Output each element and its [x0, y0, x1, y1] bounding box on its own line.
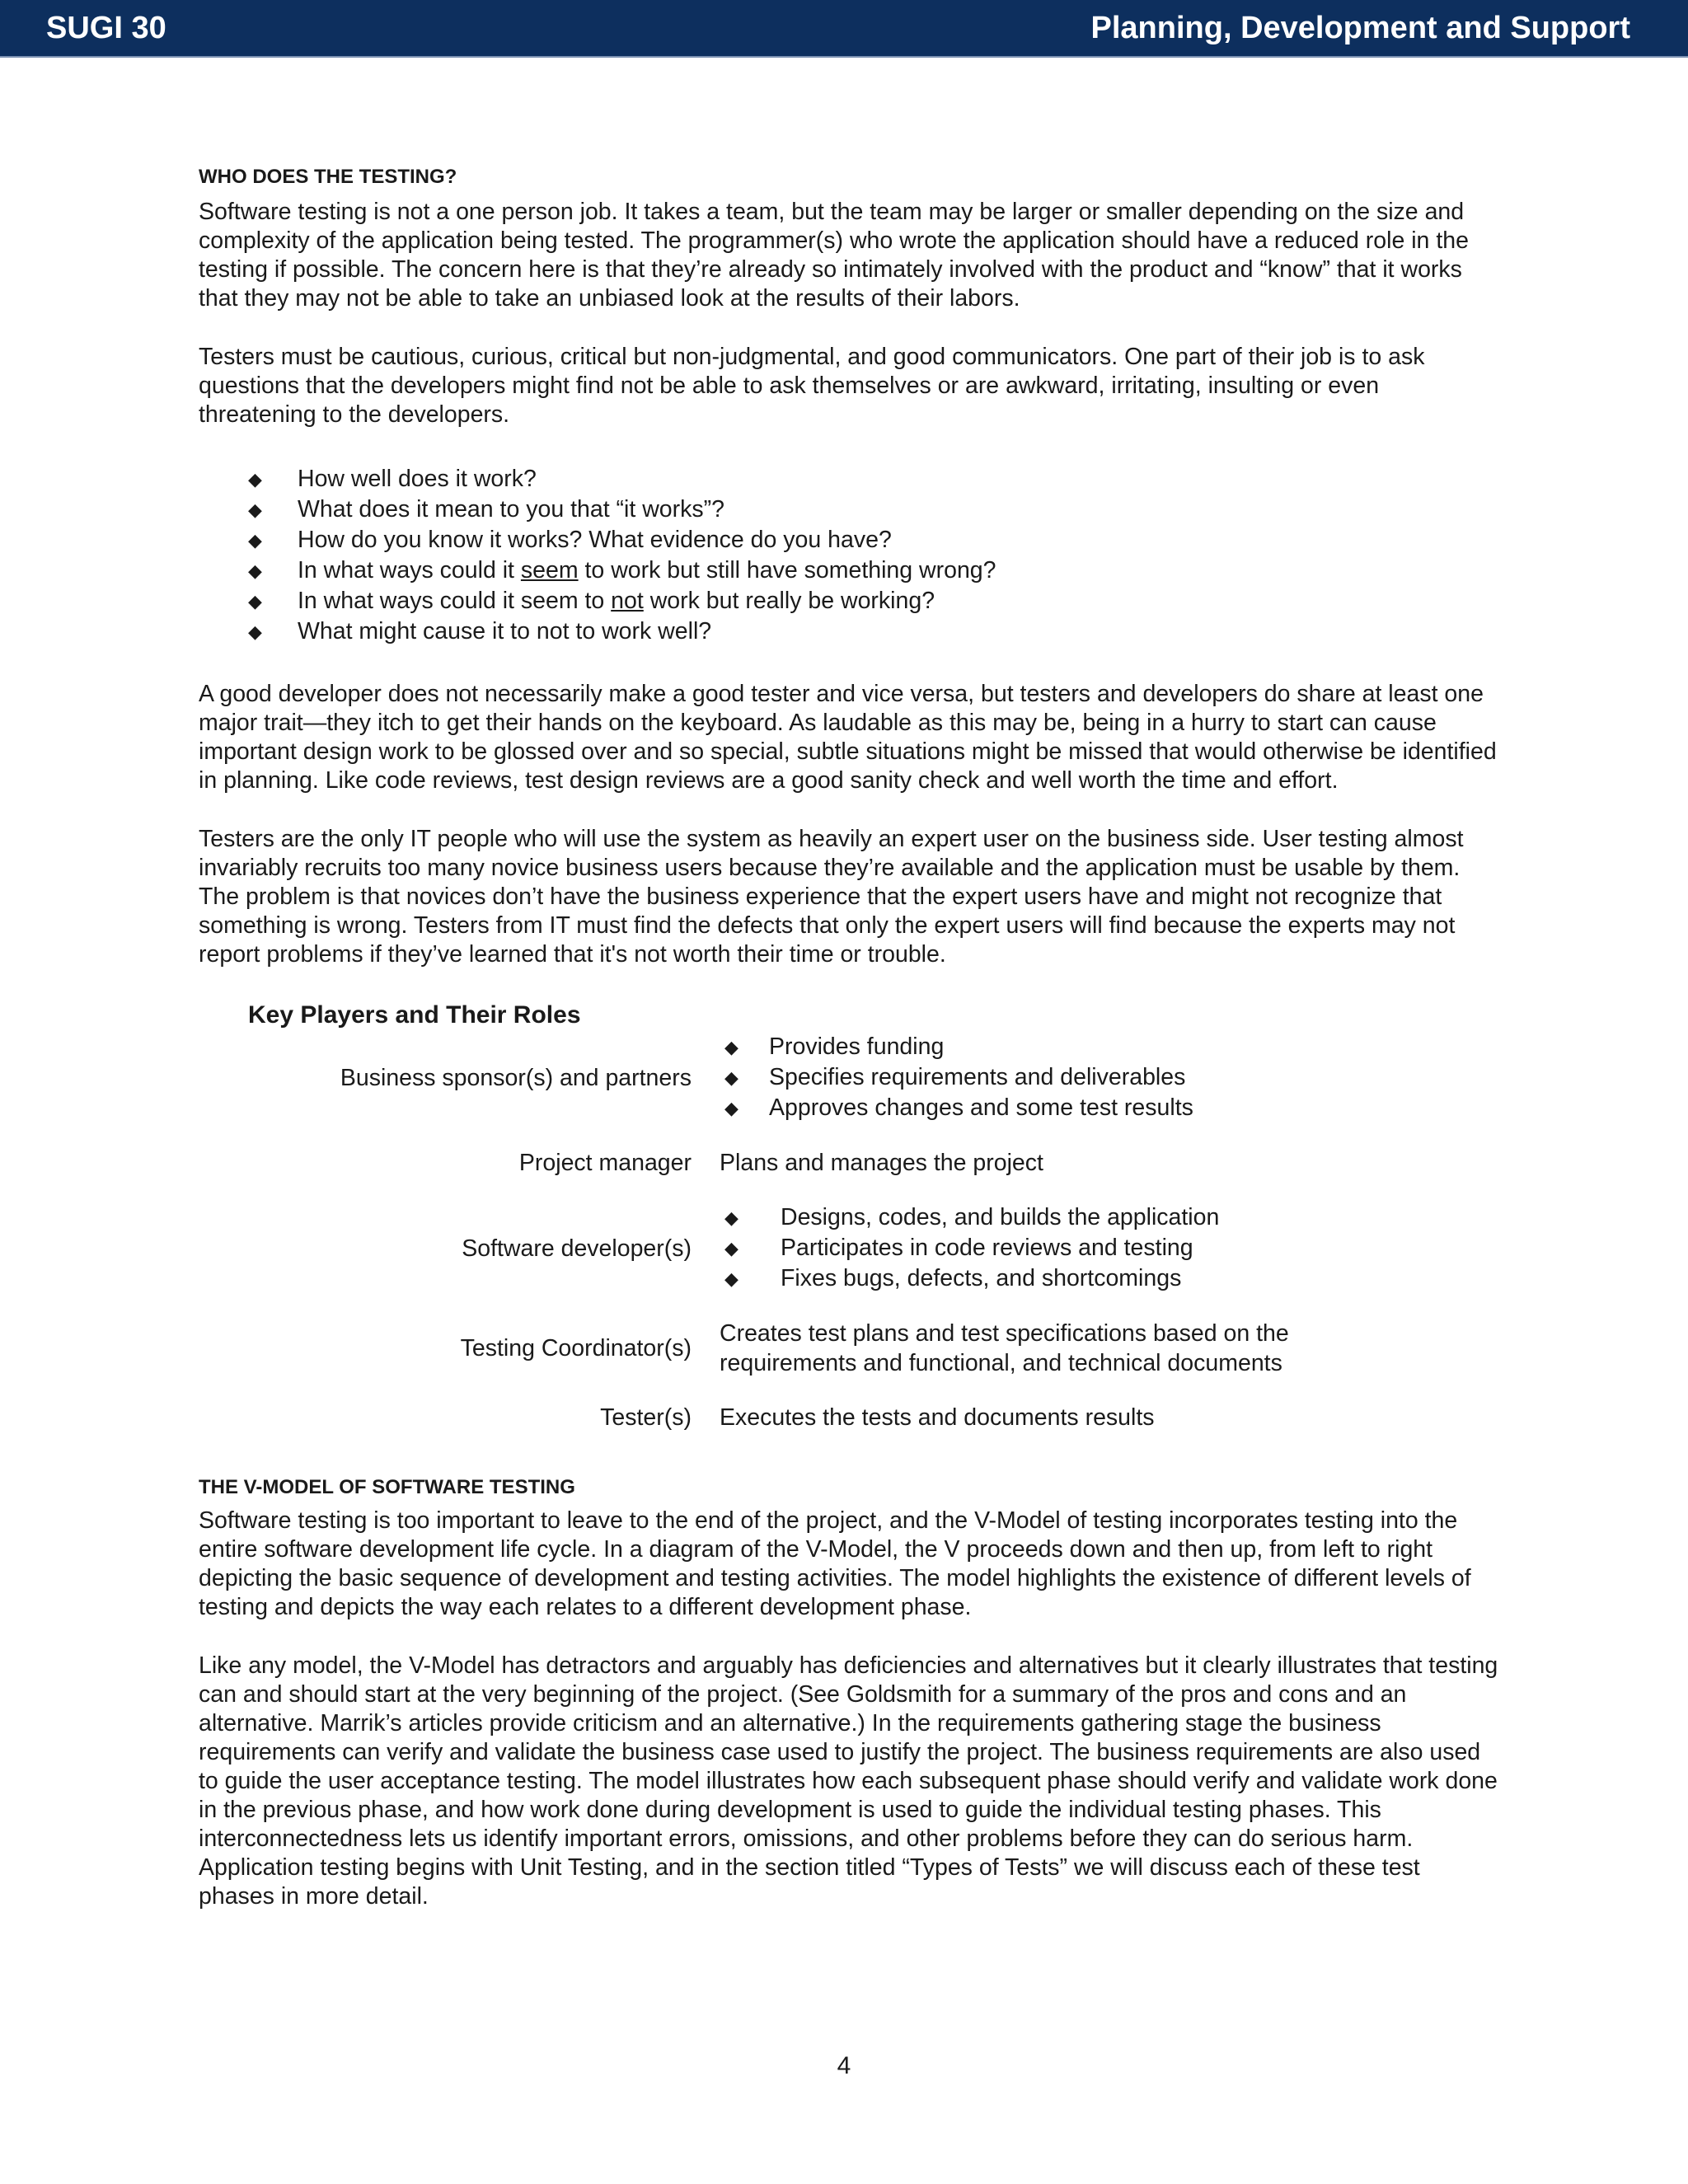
role-name: Software developer(s) — [462, 1235, 692, 1262]
diamond-bullet-icon: ◆ — [724, 1268, 738, 1289]
role-duties — [720, 1032, 1379, 1123]
list-item: ◆ What might cause it to not to work well? — [199, 616, 1501, 647]
section-heading-who-tests: WHO DOES THE TESTING? — [199, 166, 457, 188]
section-heading-v-model: THE V-MODEL OF SOFTWARE TESTING — [199, 1476, 575, 1498]
roles-table — [199, 1032, 1379, 1432]
diamond-bullet-icon: ◆ — [248, 560, 262, 581]
role-name: Business sponsor(s) and partners — [340, 1064, 692, 1091]
role-description: Executes the tests and documents results — [720, 1404, 1155, 1431]
page-content — [199, 165, 1501, 1946]
list-item: ◆ In what ways could it seem to work but still have something wrong? — [199, 555, 1501, 586]
table-row — [199, 1148, 1379, 1178]
diamond-bullet-icon: ◆ — [248, 591, 262, 612]
list-item: ◆ Provides funding — [720, 1032, 1379, 1062]
question-list — [199, 464, 1501, 647]
list-item: ◆ Fixes bugs, defects, and shortcomings — [720, 1263, 1379, 1294]
paragraph: Software testing is not a one person job. It takes a team, but the team may be larger or smaller depending on the size and complexity of the application being tested. The programmer(s) who wrote the application should have a reduced role in the testing if possible. The concern here is that they’re already so intimately involved with the product and “know” that it works that they may not be able to take an unbiased look at the results of their labors. — [199, 199, 1469, 312]
role-name: Tester(s) — [600, 1404, 692, 1431]
role-description: Plans and manages the project — [720, 1150, 1043, 1176]
role-name: Project manager — [518, 1150, 692, 1176]
diamond-bullet-icon: ◆ — [724, 1067, 738, 1088]
list-item: ◆ How well does it work? — [199, 464, 1501, 494]
page-number: 4 — [837, 2052, 851, 2079]
role-duties — [720, 1202, 1379, 1294]
list-item: ◆ Participates in code reviews and testing — [720, 1233, 1379, 1263]
role-name: Testing Coordinator(s) — [460, 1335, 692, 1361]
conference-label: SUGI 30 — [46, 11, 166, 45]
section-label: Planning, Development and Support — [1090, 11, 1630, 45]
paragraph: Software testing is too important to leave to the end of the project, and the V-Model of testing incorporates testing into the entire software development life cycle. In a diagram of the V-Model, the V proceeds down and then up, from left to right depicting the basic sequence of development and testing activities. The model highlights the existence of different levels of testing and depicts the way each relates to a different development phase. — [199, 1507, 1471, 1620]
table-row — [199, 1319, 1379, 1378]
paragraph: Like any model, the V-Model has detractors and arguably has deficiencies and alternatives but it clearly illustrates that testing can and should start at the very beginning of the project. (See Goldsmith for a summary of the pros and cons and an alternative. Marrik’s articles provide criticism and an alternative.) In the requirements gathering stage the business requirements can verify and validate the business case used to justify the project. The business requirements are also used to guide the user acceptance testing. The model illustrates how each subsequent phase should verify and validate work done in the previous phase, and how work done during development is used to guide the individual testing phases. This interconnectedness lets us identify important errors, omissions, and other problems before they can do serious harm. Application testing begins with Unit Testing, and in the section titled “Types of Tests” we will discuss each of these test phases in more detail. — [199, 1652, 1498, 1910]
diamond-bullet-icon: ◆ — [724, 1037, 738, 1057]
role-description-line: requirements and functional, and technical documents — [720, 1350, 1282, 1376]
key-players-title: Key Players and Their Roles — [248, 1001, 581, 1029]
paragraph: A good developer does not necessarily make a good tester and vice versa, but testers and developers do share at least one major trait—they itch to get their hands on the keyboard. As laudable as this may be, being in a hurry to start can cause important design work to be glossed over and so special, subtle situations might be missed that would otherwise be identified in planning. Like code reviews, test design reviews are a good sanity check and well worth the time and effort. — [199, 681, 1497, 794]
list-item: ◆ In what ways could it seem to not work but really be working? — [199, 586, 1501, 616]
list-item: ◆ How do you know it works? What evidence do you have? — [199, 525, 1501, 555]
diamond-bullet-icon: ◆ — [248, 499, 262, 520]
diamond-bullet-icon: ◆ — [724, 1098, 738, 1118]
list-item: ◆ Specifies requirements and deliverables — [720, 1062, 1379, 1093]
page-header — [0, 0, 1688, 58]
table-row — [199, 1032, 1379, 1123]
list-item: ◆ Approves changes and some test results — [720, 1093, 1379, 1123]
table-row — [199, 1202, 1379, 1294]
table-row — [199, 1403, 1379, 1432]
list-item: ◆ What does it mean to you that “it works”? — [199, 494, 1501, 525]
role-description-line: Creates test plans and test specifications based on the — [720, 1320, 1289, 1347]
list-item: ◆ Designs, codes, and builds the application — [720, 1202, 1379, 1233]
paragraph: Testers are the only IT people who will use the system as heavily an expert user on the business side. User testing almost invariably recruits too many novice business users because they’re available and the application must be usable by them. The problem is that novices don’t have the business experience that the expert users have and might not recognize that something is wrong. Testers from IT must find the defects that only the expert users will find because the experts may not report problems if they’ve learned that it's not worth their time or trouble. — [199, 826, 1464, 968]
diamond-bullet-icon: ◆ — [248, 469, 262, 490]
diamond-bullet-icon: ◆ — [724, 1207, 738, 1228]
diamond-bullet-icon: ◆ — [724, 1238, 738, 1258]
diamond-bullet-icon: ◆ — [248, 621, 262, 642]
diamond-bullet-icon: ◆ — [248, 530, 262, 551]
paragraph: Testers must be cautious, curious, critical but non-judgmental, and good communicators. One part of their job is to ask questions that the developers might find not be able to ask themselves or are awkward, irritating, insulting or even threatening to the developers. — [199, 344, 1425, 428]
